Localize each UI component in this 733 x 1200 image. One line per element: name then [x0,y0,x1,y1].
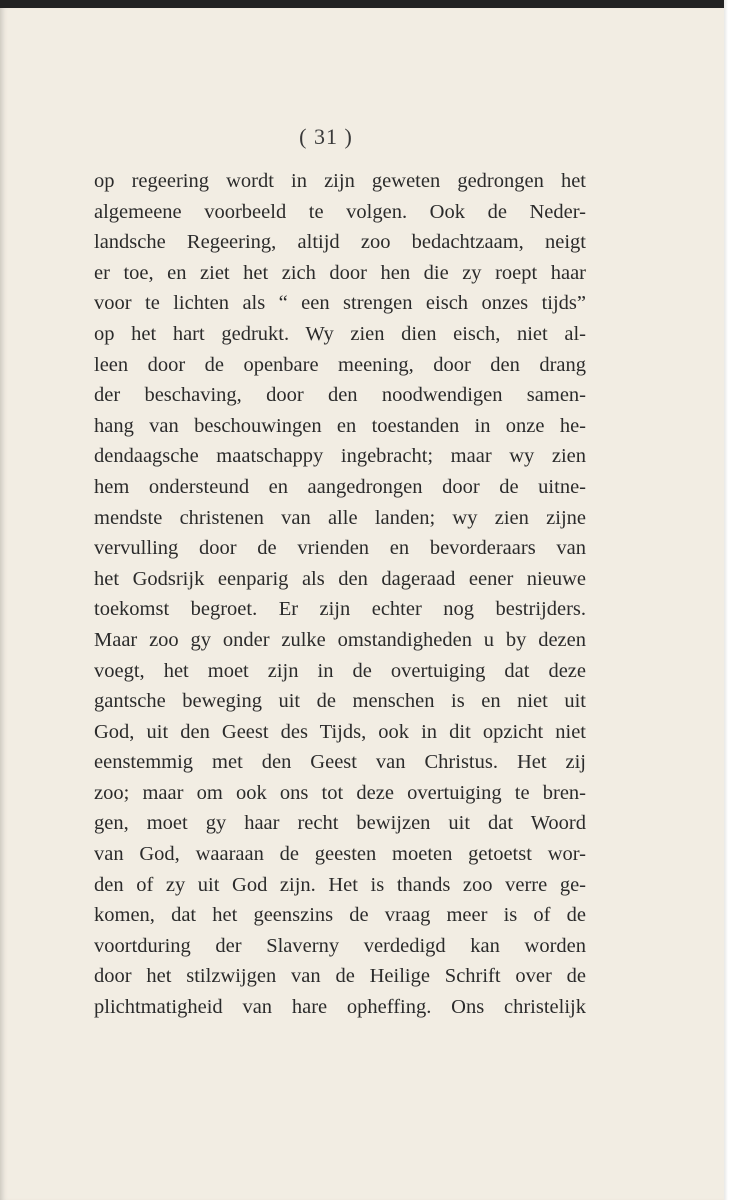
text-line: dendaagsche maatschappy ingebracht; maar wy zien [94,445,586,468]
text-line: mendste christenen van alle landen; wy zien zijne [94,506,586,529]
text-line: gantsche beweging uit de menschen is en niet uit [94,690,586,713]
text-line: vervulling door de vrienden en bevorderaars van [94,537,586,560]
text-line: voegt, het moet zijn in de overtuiging dat deze [94,659,586,682]
text-line: plichtmatigheid van hare opheffing. Ons christelijk [94,996,586,1019]
text-line: leen door de openbare meening, door den drang [94,353,586,376]
text-line: algemeene voorbeeld te volgen. Ook de Neder- [94,200,586,223]
text-line: eenstemmig met den Geest van Christus. Het zij [94,751,586,774]
text-line: toekomst begroet. Er zijn echter nog bestrijders. [94,598,586,621]
text-line: gen, moet gy haar recht bewijzen uit dat Woord [94,812,586,835]
text-line: het Godsrijk eenparig als den dageraad eener nieuwe [94,567,586,590]
text-line: door het stilzwijgen van de Heilige Schrift over de [94,965,586,988]
text-line: der beschaving, door den noodwendigen samen- [94,384,586,407]
book-page [0,8,724,1200]
text-line: landsche Regeering, altijd zoo bedachtzaam, neigt [94,231,586,254]
text-line: er toe, en ziet het zich door hen die zy roept haar [94,261,586,284]
body-text [94,166,586,1023]
text-line: komen, dat het geenszins de vraag meer is of de [94,904,586,927]
text-line: van God, waaraan de geesten moeten getoetst wor- [94,843,586,866]
text-line: Maar zoo gy onder zulke omstandigheden u by dezen [94,628,586,651]
text-line: op het hart gedrukt. Wy zien dien eisch, niet al- [94,322,586,345]
page-number: ( 31 ) [299,124,353,149]
scan-top-border [0,0,733,8]
text-line: op regeering wordt in zijn geweten gedrongen het [94,170,586,192]
text-line: zoo; maar om ook ons tot deze overtuiging te bren- [94,781,586,804]
text-line: God, uit den Geest des Tijds, ook in dit opzicht niet [94,720,586,743]
text-line: den of zy uit God zijn. Het is thands zoo verre ge- [94,873,586,896]
text-line: hang van beschouwingen en toestanden in onze he- [94,414,586,437]
text-line: voortduring der Slaverny verdedigd kan worden [94,934,586,957]
text-line: hem ondersteund en aangedrongen door de uitne- [94,475,586,498]
scan-right-border [724,0,733,1200]
text-line: voor te lichten als “ een strengen eisch onzes tijds” [94,292,586,315]
